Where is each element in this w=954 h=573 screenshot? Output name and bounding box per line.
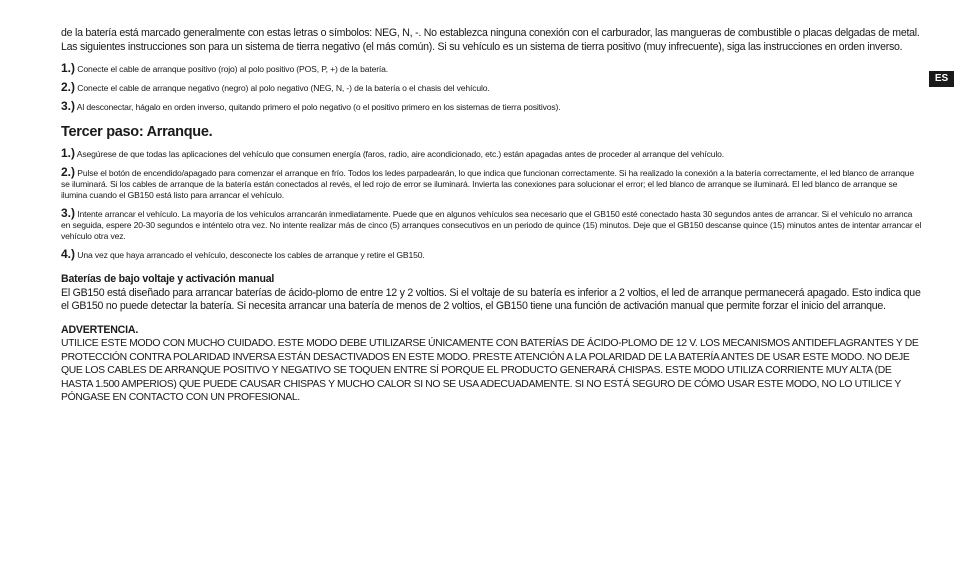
section-prefix: Tercer paso: (61, 124, 147, 140)
start-steps (61, 148, 923, 261)
step-number: 2.) (61, 165, 76, 179)
step-number: 1.) (61, 146, 76, 160)
step-number: 3.) (61, 206, 76, 220)
step-text: Asegúrese de que todas las aplicaciones del vehículo que consumen energía (faros, radio, aire acondicionado, etc.) están apagadas antes de proceder al arranque del vehículo. (76, 149, 724, 159)
manual-page (61, 27, 923, 405)
connection-step-1 (61, 63, 923, 75)
warning-heading: ADVERTENCIA. (61, 323, 139, 336)
start-step-1 (61, 148, 923, 160)
section-heading (61, 123, 923, 141)
step-text: Pulse el botón de encendido/apagado para comenzar el arranque en frío. Todos los ledes parpadearán, lo que indica que funcionan correctamente. Si ha realizado la conexión a la batería correctamente, el led blanco de arranque se iluminará. Si los cables de arranque de la batería están conectados al revés, el led rojo de error se iluminará. Invierta las conexiones para solucionar el error; el led blanco de arranque se iluminará. El led blanco de arranque se ilumina cuando el GB150 está listo para arrancar el vehículo. (61, 168, 914, 200)
start-step-3 (61, 208, 923, 242)
low-voltage-body: El GB150 está diseñado para arrancar baterías de ácido-plomo de entre 12 y 2 voltios. Si el voltaje de su batería es inferior a 2 voltios, el led de arranque permanecerá apagado. Esto indica que el GB150 no puede detectar la batería. Si necesita arrancar una batería de menos de 2 voltios, el GB150 tiene una función de activación manual que permite forzar el inicio del arranque. (61, 286, 921, 312)
step-number: 3.) (61, 99, 76, 113)
step-text: Conecte el cable de arranque negativo (negro) al polo negativo (NEG, N, -) de la batería o el chasis del vehículo. (77, 83, 490, 93)
step-text: Una vez que haya arrancado el vehículo, desconecte los cables de arranque y retire el GB150. (77, 250, 425, 260)
connection-step-2 (61, 82, 923, 94)
low-voltage-heading: Baterías de bajo voltaje y activación manual (61, 273, 275, 285)
intro-paragraph: de la batería está marcado generalmente con estas letras o símbolos: NEG, N, -. No establezca ninguna conexión con el carburador, las mangueras de combustible o placas delgadas de metal. Las siguientes instrucciones son para un sistema de tierra negativo (el más común). Si su vehículo es un sistema de tierra positivo (muy infrecuente), siga las instrucciones en orden inverso. (61, 27, 920, 53)
step-text: Al desconectar, hágalo en orden inverso, quitando primero el polo negativo (o el positivo primero en los sistemas de tierra positivos). (76, 102, 561, 112)
connection-steps (61, 63, 923, 113)
section-title: Arranque. (146, 124, 213, 140)
language-tab: ES (929, 71, 954, 87)
step-text: Intente arrancar el vehículo. La mayoría de los vehículos arrancarán inmediatamente. Puede que en algunos vehículos sea necesario que el GB150 esté conectado hasta 30 segundos antes de arrancar. Si el vehículo no arranca en seguida, espere 20-30 segundos e inténtelo otra vez. No intente realizar más de cinco (5) arranques consecutivos en un periodo de quince (15) minutos. Deje que el GB150 descanse quince (15) minutos antes de intentar arrancar el vehículo otra vez. (61, 209, 922, 241)
connection-step-3 (61, 101, 923, 113)
step-text: Conecte el cable de arranque positivo (rojo) al polo positivo (POS, P, +) de la batería. (77, 64, 389, 74)
step-number: 1.) (61, 61, 76, 75)
step-number: 2.) (61, 80, 76, 94)
start-step-2 (61, 167, 923, 201)
warning-body: UTILICE ESTE MODO CON MUCHO CUIDADO. ESTE MODO DEBE UTILIZARSE ÚNICAMENTE CON BATERÍAS DE ÁCIDO-PLOMO DE 12 V. LOS MECANISMOS ANTIDEFLAGRANTES Y DE PROTECCIÓN CONTRA POLARIDAD INVERSA ESTÁN DESACTIVADOS EN ESTE MODO. PRESTE ATENCIÓN A LA POLARIDAD DE LA BATERÍA ANTES DE USAR ESTE MODO. NO DEJE QUE LOS CABLES DE ARRANQUE POSITIVO Y NEGATIVO SE TOQUEN ENTRE SÍ PORQUE EL PRODUCTO GENERARÁ CHISPAS. ESTE MODO UTILIZA CORRIENTE MUY ALTA (DE HASTA 1.500 AMPERIOS) QUE PUEDE CAUSAR CHISPAS Y MUCHO CALOR SI NO SE USA ADECUADAMENTE. SI NO ESTÁ SEGURO DE CÓMO USAR ESTE MODO, NO LO UTILICE Y PÓNGASE EN CONTACTO CON UN PROFESIONAL. (61, 338, 919, 403)
start-step-4 (61, 249, 923, 261)
step-number: 4.) (61, 247, 76, 261)
